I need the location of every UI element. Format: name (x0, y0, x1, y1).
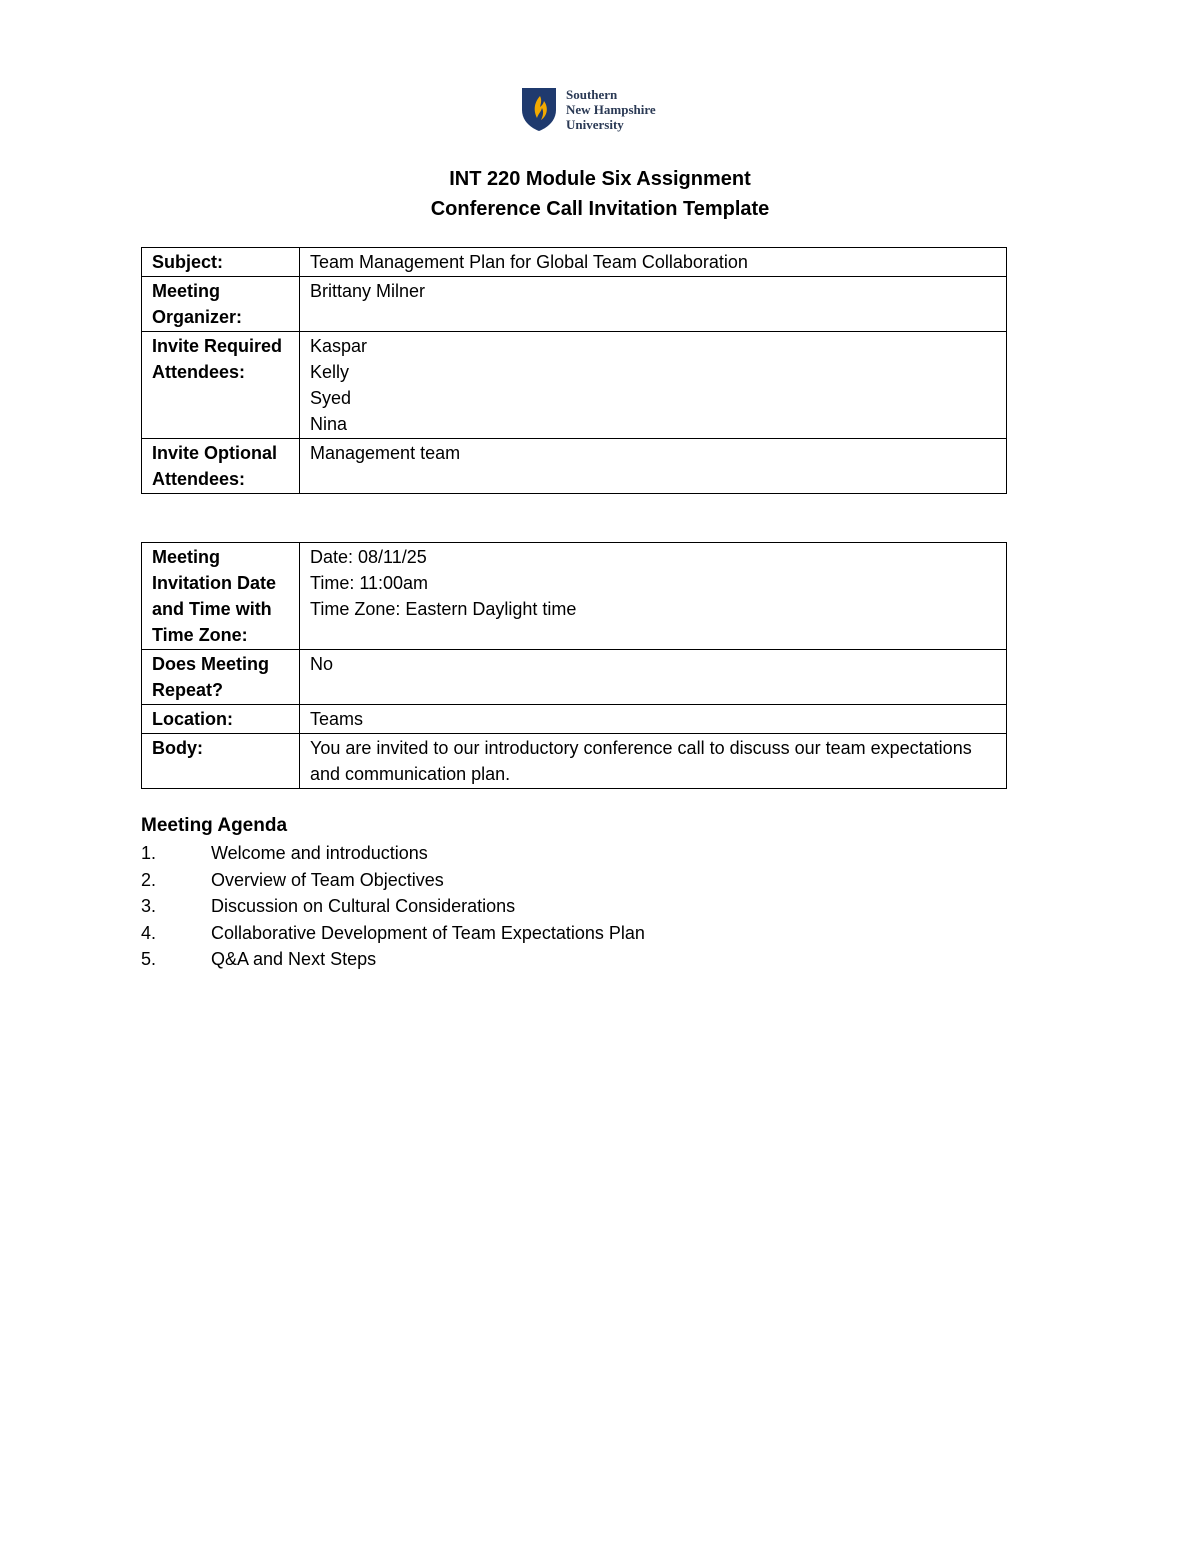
body-value: You are invited to our introductory conference call to discuss our team expectations and communication plan. (300, 734, 1007, 789)
logo-line-3: University (566, 116, 624, 132)
agenda-item-number: 1. (141, 843, 157, 863)
table-row (142, 439, 1007, 494)
invite-table (141, 247, 1007, 494)
blank-line (310, 622, 996, 648)
table-row (142, 650, 1007, 705)
agenda-item-number: 3. (141, 896, 157, 916)
location-label: Location: (142, 705, 300, 734)
subject-value: Team Management Plan for Global Team Collaboration (300, 248, 1007, 277)
datetime-label: Meeting Invitation Date and Time with Time Zone: (142, 543, 300, 650)
table-row (142, 248, 1007, 277)
document-title (0, 164, 1200, 224)
attendee-item: Kaspar (310, 336, 368, 356)
agenda-list (141, 840, 1007, 973)
datetime-value (300, 543, 1007, 650)
repeat-value: No (300, 650, 1007, 705)
optional-attendees-label: Invite Optional Attendees: (142, 439, 300, 494)
agenda-item-number: 5. (141, 949, 157, 969)
table-row (142, 277, 1007, 332)
logo-wordmark (566, 87, 656, 132)
university-logo (520, 84, 690, 134)
organizer-label: Meeting Organizer: (142, 277, 300, 332)
organizer-value: Brittany Milner (300, 277, 1007, 332)
logo-line-2: New Hampshire (566, 101, 656, 117)
required-attendees-value (300, 332, 1007, 439)
meeting-agenda (141, 812, 1007, 973)
time-value: Time: 11:00am (310, 573, 429, 593)
table-row (142, 705, 1007, 734)
repeat-label: Does Meeting Repeat? (142, 650, 300, 705)
subject-label: Subject: (142, 248, 300, 277)
title-line-1: INT 220 Module Six Assignment (449, 168, 751, 190)
list-item (141, 867, 1007, 894)
date-value: Date: 08/11/25 (310, 547, 427, 567)
agenda-item-number: 2. (141, 869, 157, 890)
meeting-details-table (141, 542, 1007, 789)
agenda-item-text: Overview of Team Objectives (211, 869, 444, 890)
shield-flame-icon (520, 86, 558, 132)
agenda-item-text: Q&A and Next Steps (211, 949, 377, 969)
list-item (141, 920, 1007, 947)
attendee-item: Nina (310, 414, 348, 434)
agenda-item-text: Welcome and introductions (211, 843, 428, 863)
list-item (141, 840, 1007, 867)
table-row (142, 734, 1007, 789)
body-label: Body: (142, 734, 300, 789)
required-attendees-label: Invite Required Attendees: (142, 332, 300, 439)
title-line-2: Conference Call Invitation Template (430, 198, 770, 220)
table-row (142, 332, 1007, 439)
agenda-heading: Meeting Agenda (141, 815, 288, 836)
agenda-item-number: 4. (141, 922, 157, 943)
timezone-value: Time Zone: Eastern Daylight time (310, 599, 577, 619)
list-item (141, 946, 1007, 973)
list-item (141, 893, 1007, 920)
agenda-item-text: Discussion on Cultural Considerations (211, 896, 516, 916)
agenda-item-text: Collaborative Development of Team Expectations Plan (211, 922, 645, 943)
attendee-item: Kelly (310, 362, 350, 382)
attendee-item: Syed (310, 388, 352, 408)
location-value: Teams (300, 705, 1007, 734)
optional-attendees-value: Management team (300, 439, 1007, 494)
logo-line-1: Southern (566, 86, 618, 102)
table-row (142, 543, 1007, 650)
